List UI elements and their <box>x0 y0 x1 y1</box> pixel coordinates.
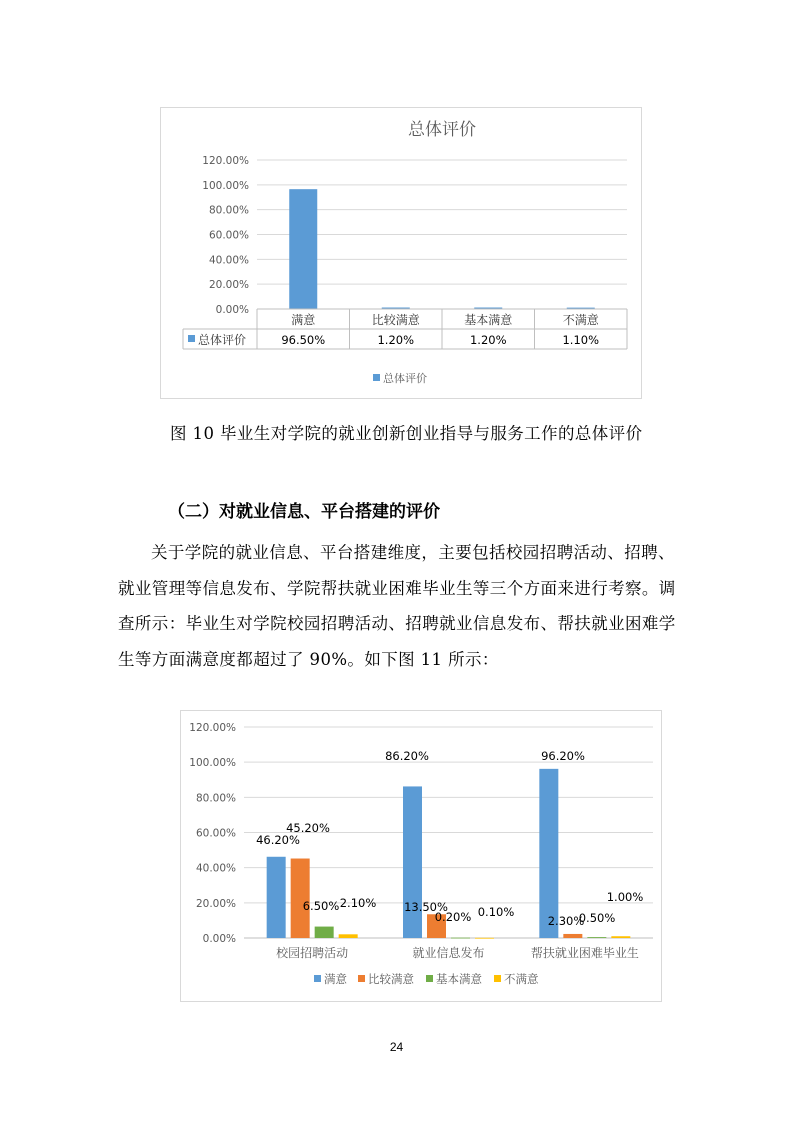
data-label: 6.50% <box>302 899 340 913</box>
bar-校园招聘活动-基本满意 <box>315 927 334 938</box>
legend-key-基本满意 <box>426 975 433 982</box>
data-label: 86.20% <box>385 749 429 763</box>
chart-title: 总体评价 <box>408 120 476 140</box>
y-tick-label: 100.00% <box>189 757 236 770</box>
chart-info-platform-evaluation <box>180 710 662 1002</box>
legend-label: 基本满意 <box>436 972 482 986</box>
y-tick-label: 60.00% <box>208 229 249 242</box>
y-tick-label: 60.00% <box>195 827 236 840</box>
chart-info-platform-evaluation-svg <box>181 711 661 1001</box>
y-tick-label: 40.00% <box>208 254 249 267</box>
legend-key-比较满意 <box>358 975 365 982</box>
data-label: 46.20% <box>256 833 300 847</box>
legend-label: 比较满意 <box>368 972 414 986</box>
legend-key-不满意 <box>494 975 501 982</box>
data-label: 1.00% <box>606 890 644 904</box>
y-tick-label: 0.00% <box>215 304 249 316</box>
legend-label: 不满意 <box>504 972 539 986</box>
bar-校园招聘活动-满意 <box>267 857 286 938</box>
chart-overall-evaluation <box>160 107 642 399</box>
x-category-label: 满意 <box>291 313 316 327</box>
y-tick-label: 20.00% <box>208 279 249 292</box>
legend-key <box>373 374 380 381</box>
data-label: 96.50% <box>281 333 326 347</box>
y-tick-label: 0.00% <box>202 933 236 945</box>
y-tick-label: 120.00% <box>202 155 249 167</box>
bar-就业信息发布-满意 <box>403 786 422 938</box>
y-tick-label: 20.00% <box>195 897 236 910</box>
data-label: 96.20% <box>541 749 585 763</box>
bar-就业信息发布-不满意 <box>475 938 494 939</box>
data-label: 2.10% <box>339 896 377 910</box>
x-category-label: 帮扶就业困难毕业生 <box>530 946 639 960</box>
legend-label: 满意 <box>324 972 347 986</box>
data-label: 0.20% <box>434 910 472 924</box>
section-heading: （二）对就业信息、平台搭建的评价 <box>168 502 440 522</box>
chart-overall-evaluation-svg <box>161 108 641 398</box>
figure-10-caption: 图 10 毕业生对学院的就业创新创业指导与服务工作的总体评价 <box>170 424 643 443</box>
x-category-label: 基本满意 <box>464 313 513 327</box>
y-tick-label: 40.00% <box>195 862 236 875</box>
bar-就业信息发布-基本满意 <box>451 938 470 939</box>
y-tick-label: 100.00% <box>202 179 249 192</box>
legend-label: 总体评价 <box>383 372 427 385</box>
x-category-label: 就业信息发布 <box>412 946 485 960</box>
data-label: 0.50% <box>578 911 616 925</box>
data-label: 1.20% <box>377 333 415 347</box>
legend-key-满意 <box>314 975 321 982</box>
y-tick-label: 80.00% <box>208 204 249 217</box>
body-paragraph: 关于学院的就业信息、平台搭建维度，主要包括校园招聘活动、招聘、就业管理等信息发布、学院帮扶就业困难毕业生等三个方面来进行考察。调查所示：毕业生对学院校园招聘活动、招聘就业信息发布、帮扶就业困难学生等方面满意度都超过了 90%。如下图 11 所示： <box>118 543 676 669</box>
table-series-name: 总体评价 <box>198 333 247 347</box>
x-category-label: 不满意 <box>562 313 599 327</box>
bar-帮扶就业困难毕业生-不满意 <box>611 936 630 938</box>
table-legend-key <box>188 335 195 342</box>
bar-帮扶就业困难毕业生-基本满意 <box>587 937 606 938</box>
y-tick-label: 120.00% <box>189 722 236 734</box>
data-label: 45.20% <box>286 821 330 835</box>
x-category-label: 比较满意 <box>371 313 420 327</box>
data-label: 1.20% <box>469 333 507 347</box>
bar-帮扶就业困难毕业生-满意 <box>539 769 558 938</box>
page-number: 24 <box>389 1040 404 1054</box>
data-label: 13.50% <box>404 900 448 914</box>
bar-校园招聘活动-不满意 <box>339 934 358 938</box>
data-label: 2.30% <box>547 914 585 928</box>
bar-帮扶就业困难毕业生-比较满意 <box>563 934 582 938</box>
data-label: 1.10% <box>562 333 600 347</box>
y-tick-label: 80.00% <box>195 792 236 805</box>
data-label: 0.10% <box>477 905 515 919</box>
bar-满意 <box>289 189 317 309</box>
x-category-label: 校园招聘活动 <box>276 946 349 960</box>
